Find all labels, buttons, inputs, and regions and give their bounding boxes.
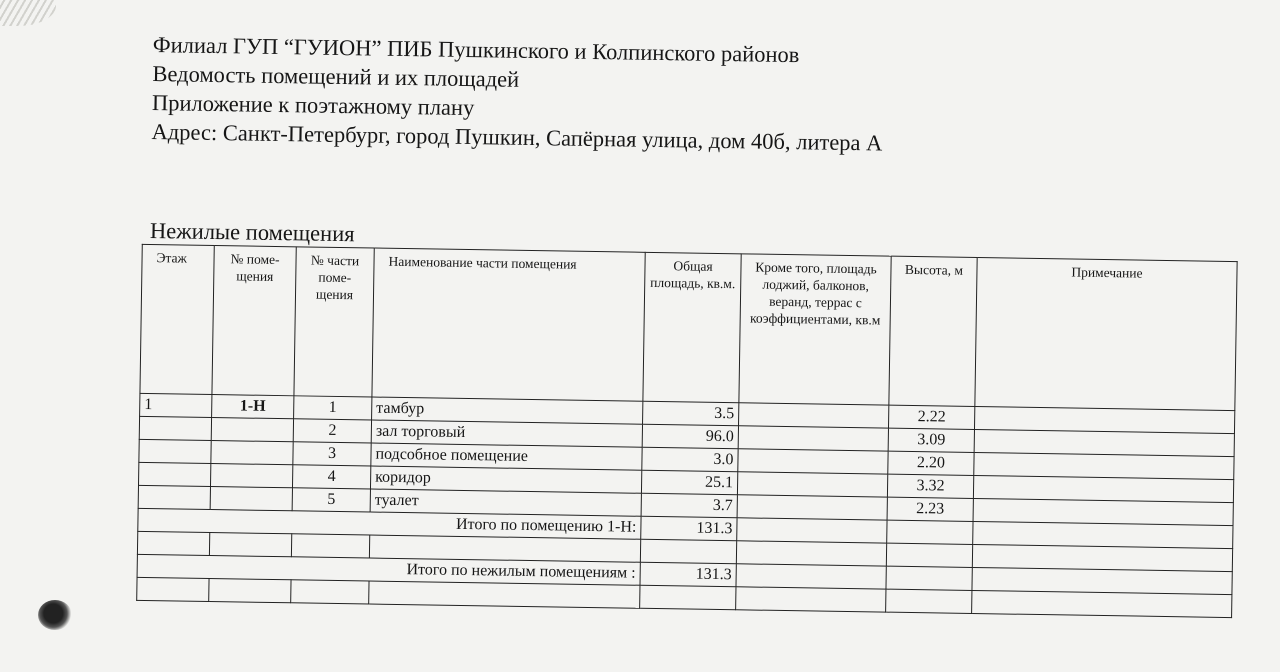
column-header-floor: Этаж: [140, 244, 214, 394]
cell-height: [886, 566, 972, 590]
column-header-name: Наименование части помещения: [372, 248, 645, 401]
cell-height: 2.23: [887, 497, 973, 521]
cell-extra-area: [738, 426, 888, 451]
cell-area: 3.7: [641, 493, 737, 518]
cell-floor: [139, 462, 211, 486]
subtotal-nonresidential-area: 131.3: [640, 562, 736, 587]
header-organization: Филиал ГУП “ГУИОН” ПИБ Пушкинского и Колпинского районов: [152, 32, 800, 68]
cell-height: 3.09: [888, 428, 974, 452]
empty-cell: [137, 577, 209, 601]
cell-room: [210, 487, 292, 511]
empty-cell: [209, 578, 291, 602]
cell-part: 1: [294, 396, 372, 420]
header-appendix: Приложение к поэтажному плану: [151, 90, 475, 121]
cell-room: [211, 418, 293, 442]
column-header-extra-area: Кроме того, площадь лоджий, балконов, веранд, террас с коэффициентами, кв.м: [739, 254, 891, 405]
cell-name: туалет: [370, 489, 641, 516]
cell-extra-area: [739, 403, 889, 428]
cell-area: 3.0: [642, 447, 738, 472]
empty-cell: [369, 581, 640, 608]
cell-height: 2.20: [888, 451, 974, 475]
cell-area: 25.1: [641, 470, 737, 495]
cell-floor: [139, 439, 211, 463]
column-header-area: Общая площадь, кв.м.: [643, 252, 741, 402]
column-header-room-no: № поме-щения: [212, 246, 296, 396]
empty-cell: [209, 532, 291, 556]
ink-blot: [38, 600, 72, 630]
document-header: [151, 30, 884, 157]
column-header-note: Примечание: [975, 258, 1237, 411]
subtotal-room-label: Итого по помещению 1-Н:: [138, 508, 641, 539]
cell-extra-area: [736, 564, 886, 589]
cell-room: 1-Н: [212, 395, 294, 419]
section-title: Нежилые помещения: [149, 218, 355, 247]
cell-floor: [139, 416, 211, 440]
empty-cell: [640, 585, 736, 610]
cell-floor: [138, 485, 210, 509]
empty-cell: [886, 589, 972, 613]
empty-cell: [736, 541, 886, 566]
cell-part: 4: [292, 465, 370, 489]
cell-name: тамбур: [372, 397, 643, 424]
cell-extra-area: [737, 495, 887, 520]
empty-cell: [640, 539, 736, 564]
empty-cell: [137, 531, 209, 555]
empty-cell: [291, 534, 369, 558]
cell-room: [211, 441, 293, 465]
cell-name: коридор: [370, 466, 641, 493]
empty-cell: [886, 543, 972, 567]
cell-part: 5: [292, 488, 370, 512]
cell-height: [887, 520, 973, 544]
empty-cell: [291, 580, 369, 604]
cell-height: 3.32: [887, 474, 973, 498]
column-header-height: Высота, м: [889, 256, 977, 406]
table-header-row: [140, 244, 1237, 410]
rooms-table: [136, 244, 1237, 618]
cell-height: 2.22: [888, 405, 974, 429]
cell-name: зал торговый: [371, 420, 642, 447]
cell-area: 3.5: [643, 401, 739, 426]
header-document-title: Ведомость помещений и их площадей: [152, 61, 520, 92]
cell-part: 2: [293, 419, 371, 443]
cell-part: 3: [293, 442, 371, 466]
cell-extra-area: [737, 518, 887, 543]
empty-cell: [972, 590, 1232, 617]
cell-floor: 1: [140, 393, 212, 417]
empty-cell: [736, 587, 886, 612]
cell-name: подсобное помещение: [371, 443, 642, 470]
subtotal-room-area: 131.3: [641, 516, 737, 541]
cell-extra-area: [738, 449, 888, 474]
header-address: Адрес: Санкт-Петербург, город Пушкин, Сапёрная улица, дом 40б, литера А: [151, 119, 883, 156]
column-header-part-no: № части поме-щения: [294, 247, 374, 397]
cell-room: [210, 464, 292, 488]
cell-extra-area: [737, 472, 887, 497]
cell-area: 96.0: [642, 424, 738, 449]
subtotal-nonresidential-label: Итого по нежилым помещениям :: [137, 554, 640, 585]
